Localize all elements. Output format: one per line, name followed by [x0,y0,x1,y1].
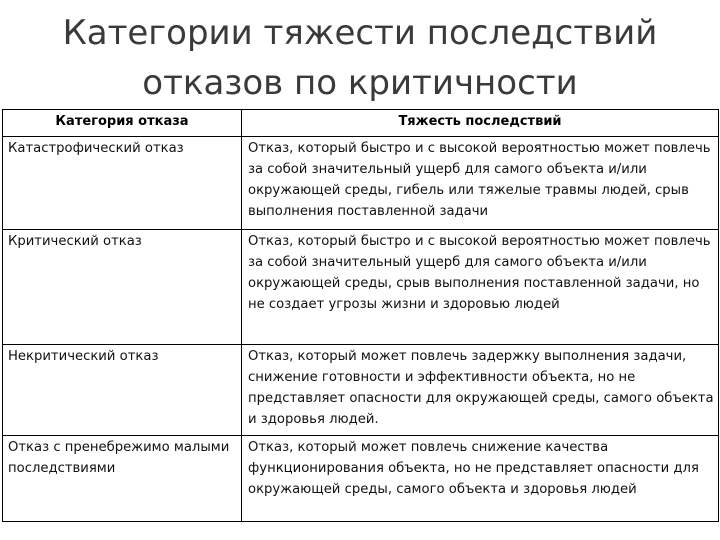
table-row [3,436,719,522]
table-row [3,345,719,436]
category-cell: Критический отказ [3,230,242,345]
category-cell: Отказ с пренебрежимо малыми последствиями [3,436,242,522]
table-row [3,137,719,230]
table-header-row [3,110,719,137]
column-header-severity: Тяжесть последствий [242,110,719,137]
column-header-category: Категория отказа [3,110,242,137]
category-cell: Некритический отказ [3,345,242,436]
severity-cell: Отказ, который быстро и с высокой вероятностью может повлечь за собой значительный ущерб для самого объекта и/или окружающей среды, гибель или тяжелые травмы людей, срыв выполнения поставленной задачи [242,137,719,230]
slide-title-line-2: отказов по критичности [142,63,578,103]
severity-cell: Отказ, который может повлечь снижение качества функционирования объекта, но не представляет опасности для окружающей среды, самого объекта и здоровья людей [242,436,719,522]
slide-title [0,8,720,108]
criticality-table [2,109,719,522]
slide-title-line-1: Категории тяжести последствий [62,13,658,53]
category-cell: Катастрофический отказ [3,137,242,230]
table-row [3,230,719,345]
severity-cell: Отказ, который может повлечь задержку выполнения задачи, снижение готовности и эффективности объекта, но не представляет опасности для окружающей среды, самого объекта и здоровья людей. [242,345,719,436]
severity-cell: Отказ, который быстро и с высокой вероятностью может повлечь за собой значительный ущерб для самого объекта и/или окружающей среды, срыв выполнения поставленной задачи, но не создает угрозы жизни и здоровью людей [242,230,719,345]
